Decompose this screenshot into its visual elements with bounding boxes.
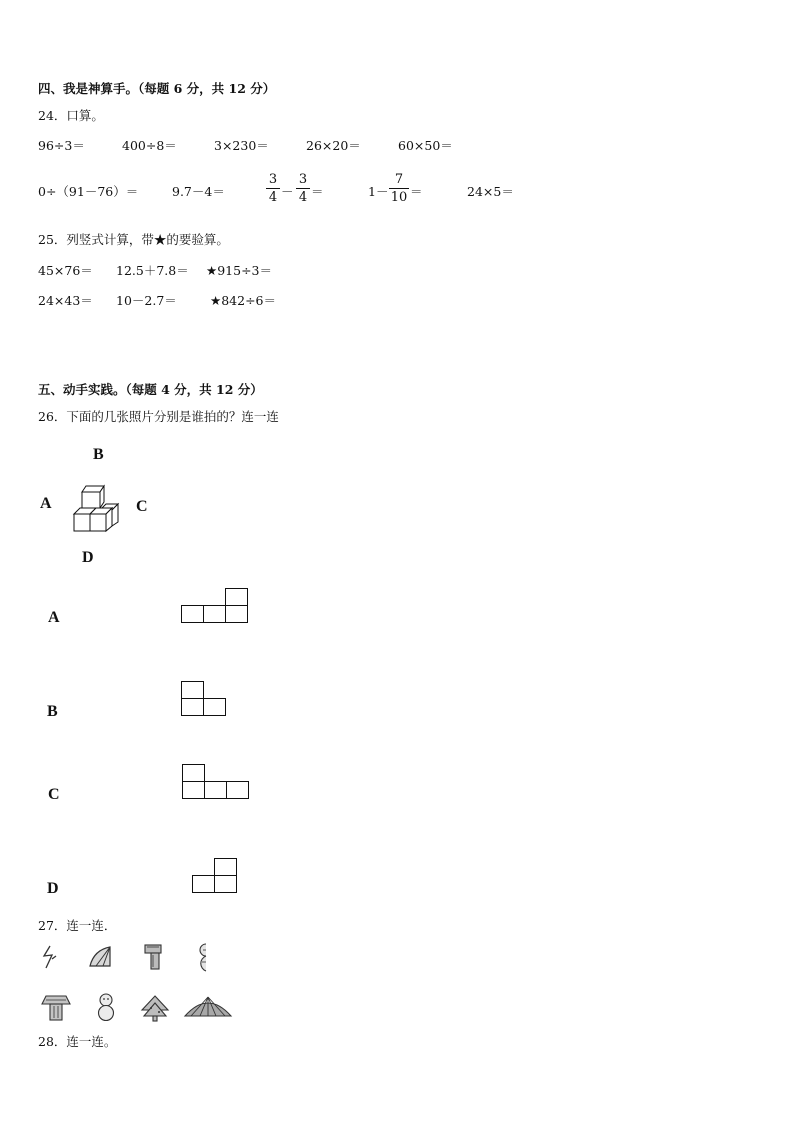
- umbrella-icon: [183, 994, 233, 1020]
- half-lightning-icon: [40, 944, 60, 972]
- grid-square: [203, 698, 226, 716]
- q24-expr-9-prefix: 1－: [368, 184, 389, 199]
- q24-expr-4: 26×20＝: [306, 138, 361, 153]
- q24-expr-7: 9.7－4＝: [172, 184, 225, 199]
- christmas-tree-icon: [140, 994, 170, 1022]
- q28-label: 28．连一连。: [38, 1034, 117, 1049]
- q25-expr-4: 24×43＝: [38, 293, 93, 308]
- q25-label: 25．列竖式计算，带★的要验算。: [38, 232, 229, 247]
- q24-expr-1: 96÷3＝: [38, 138, 85, 153]
- q24-equals-sign: ＝: [311, 184, 324, 199]
- q24-label: 24．口算。: [38, 108, 104, 123]
- fraction-numerator: 7: [394, 172, 404, 187]
- snowman-icon: [95, 992, 117, 1022]
- q27-label: 27．连一连．: [38, 918, 117, 933]
- fraction-denominator: 4: [268, 190, 278, 205]
- fraction-numerator: 3: [298, 172, 308, 187]
- q24-fraction-2: [296, 172, 310, 205]
- q25-expr-3: ★915÷3＝: [206, 263, 272, 278]
- fraction-denominator: 10: [390, 190, 408, 205]
- q25-expr-1: 45×76＝: [38, 263, 93, 278]
- half-snowman-icon: [196, 942, 214, 974]
- view-label-c: C: [48, 786, 60, 803]
- q24-fraction-1: [266, 172, 280, 205]
- q24-expr-3: 3×230＝: [214, 138, 269, 153]
- fraction-bar: [389, 188, 409, 189]
- q25-expr-2: 12.5＋7.8＝: [116, 263, 189, 278]
- grid-square: [182, 764, 205, 782]
- grid-square: [214, 858, 237, 876]
- grid-square: [192, 875, 215, 893]
- viewpoint-label-bottom: D: [82, 549, 94, 566]
- viewpoint-label-right: C: [136, 498, 148, 515]
- cube-stack-figure: [72, 480, 122, 535]
- grid-square: [204, 781, 227, 799]
- view-label-a: A: [48, 609, 60, 626]
- fraction-numerator: 3: [268, 172, 278, 187]
- grid-square: [181, 605, 204, 623]
- fraction-bar: [296, 188, 310, 189]
- q25-expr-5: 10－2.7＝: [116, 293, 177, 308]
- grid-square: [181, 698, 204, 716]
- grid-square: [226, 781, 249, 799]
- q24-expr-2: 400÷8＝: [122, 138, 177, 153]
- view-label-d: D: [47, 880, 59, 897]
- grid-square: [203, 605, 226, 623]
- q24-fraction-3: [389, 172, 409, 205]
- grid-square: [225, 605, 248, 623]
- grid-square: [214, 875, 237, 893]
- q24-expr-10: 24×5＝: [467, 184, 514, 199]
- viewpoint-label-left: A: [40, 495, 52, 512]
- section5-heading: 五、动手实践。（每题 4 分，共 12 分）: [38, 382, 263, 397]
- half-mushroom-icon: [143, 943, 167, 973]
- half-umbrella-icon: [86, 944, 114, 972]
- section4-heading: 四、我是神算手。（每题 6 分，共 12 分）: [38, 81, 276, 96]
- q24-expr-5: 60×50＝: [398, 138, 453, 153]
- grid-square: [181, 681, 204, 699]
- q25-expr-6: ★842÷6＝: [210, 293, 276, 308]
- q24-equals-sign-2: ＝: [410, 184, 423, 199]
- grid-square: [182, 781, 205, 799]
- fraction-bar: [266, 188, 280, 189]
- view-label-b: B: [47, 703, 58, 720]
- mushroom-icon: [40, 994, 72, 1022]
- q26-label: 26．下面的几张照片分别是谁拍的？连一连: [38, 409, 279, 424]
- fraction-denominator: 4: [298, 190, 308, 205]
- q24-minus-sign: －: [281, 184, 294, 199]
- q24-expr-6: 0÷（91－76）＝: [38, 184, 139, 199]
- grid-square: [225, 588, 248, 606]
- viewpoint-label-top: B: [93, 446, 104, 463]
